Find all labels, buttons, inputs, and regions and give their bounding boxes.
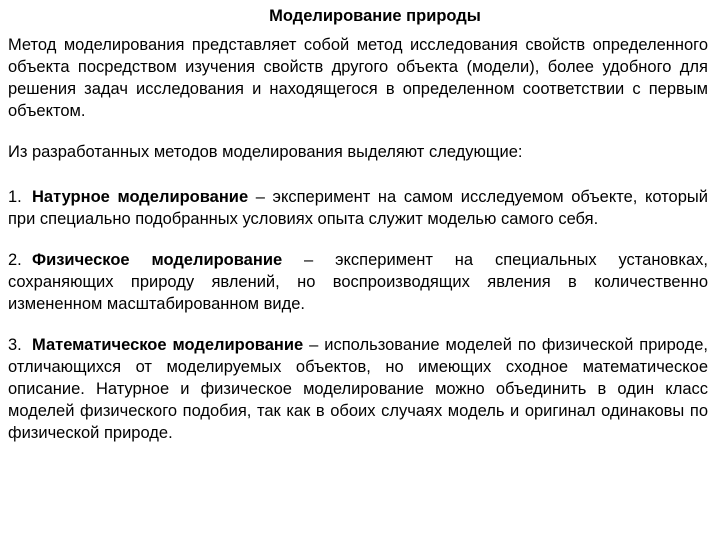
list-item-term: Натурное моделирование — [32, 188, 249, 206]
list-item-mathematical-modeling — [8, 334, 708, 444]
intro-paragraph: Из разработанных методов моделирования выделяют следующие: — [8, 143, 523, 161]
definition-paragraph: Метод моделирования представляет собой метод исследования свойств определенного объекта посредством изучения свойств другого объекта (модели), более удобного для решения задач исследования и находящегося в определенном соответствии с первым объектом. — [8, 36, 708, 120]
list-item-physical-modeling — [8, 249, 708, 315]
page-title: Моделирование природы — [269, 7, 481, 25]
list-item-text: – эксперимент на специальных установках, сохраняющих природу явлений, но воспроизводящих явления в количественно измененном масштабированном виде. — [8, 251, 708, 313]
list-item-natural-modeling — [8, 186, 708, 230]
list-item-term: Математическое моделирование — [32, 336, 304, 354]
list-item-number: 1. — [8, 188, 22, 206]
list-item-term: Физическое моделирование — [32, 251, 283, 269]
list-item-number: 2. — [8, 251, 22, 269]
list-item-text: – использование моделей по физической природе, отличающихся от моделируемых объектов, но имеющих сходное математическое описание. Натурное и физическое моделирование можно объединить в один класс моделей физического подобия, так как в обоих случаях модель и оригинал одинаковы по физической природе. — [8, 336, 708, 442]
list-item-text: – эксперимент на самом исследуемом объекте, который при специально подобранных условиях опыта служит моделью самого себя. — [8, 188, 708, 228]
list-item-number: 3. — [8, 336, 22, 354]
slide-body — [8, 34, 708, 463]
